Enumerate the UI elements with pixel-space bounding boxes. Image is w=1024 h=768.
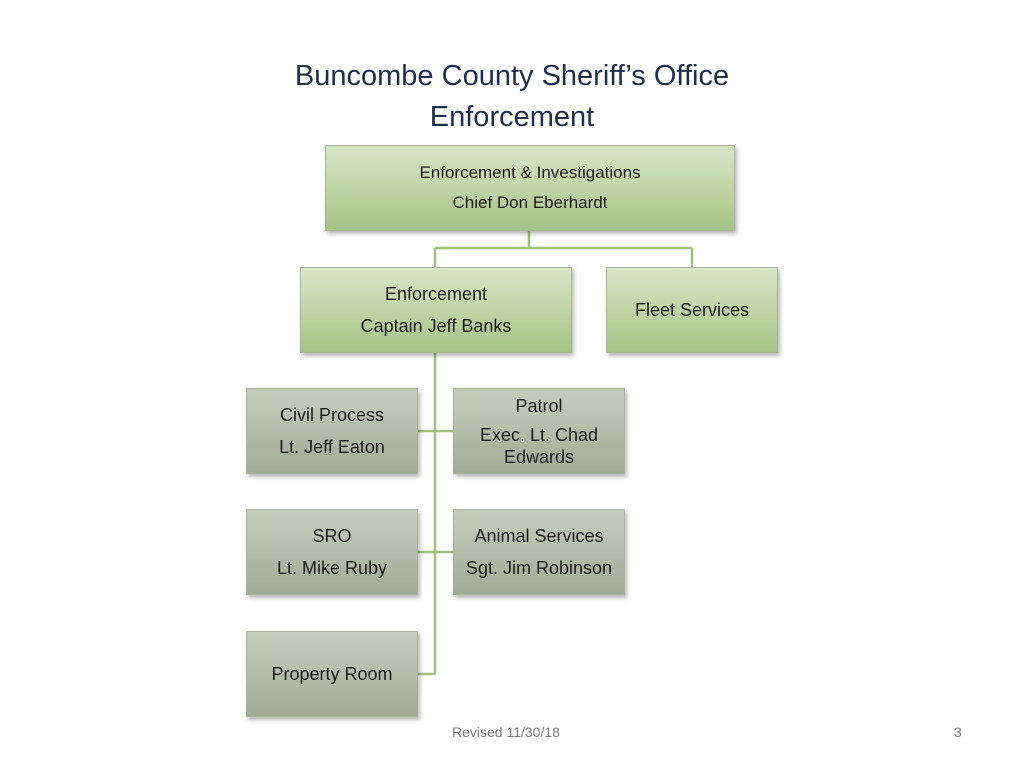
title-line-1: Buncombe County Sheriff’s Office [294,60,730,92]
revised-date: Revised 11/30/18 [452,724,560,740]
node-leader: Sgt. Jim Robinson [465,558,613,578]
node-name: Animal Services [474,526,604,546]
node-name: Fleet Services [634,300,750,320]
node-name: SRO [312,526,352,546]
node-leader: Lt. Jeff Eaton [279,437,385,457]
node-name: Enforcement [384,284,488,304]
node-leader: Lt. Mike Ruby [276,558,388,578]
node-property-room [246,631,418,717]
node-leader: Captain Jeff Banks [360,316,512,336]
node-sro [246,509,418,595]
page-number: 3 [954,724,962,740]
node-leader: Exec. Lt. Chad Edwards [479,424,599,467]
title-line-2: Enforcement [429,101,595,133]
node-name: Property Room [271,664,393,684]
node-patrol [453,388,625,474]
node-name: Civil Process [279,405,385,425]
node-name: Patrol [515,395,563,416]
node-civil-process [246,388,418,474]
node-animal-services [453,509,625,595]
node-leader: Chief Don Eberhardt [452,193,608,212]
node-fleet-services [606,267,778,353]
node-enforcement-investigations [325,145,735,231]
node-enforcement [300,267,572,353]
node-name: Enforcement & Investigations [419,163,641,182]
